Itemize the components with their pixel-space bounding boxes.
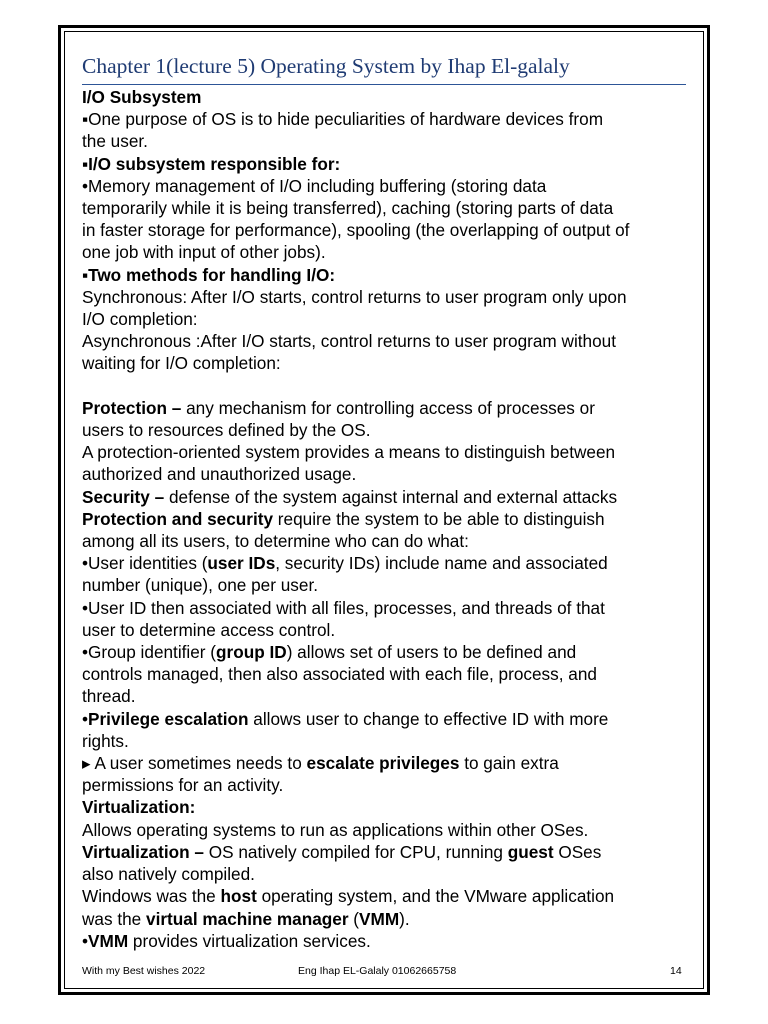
text-line: users to resources defined by the OS.	[82, 420, 371, 441]
text-line-protection: Protection – any mechanism for controlling access of processes or	[82, 397, 595, 418]
text-line-security: Security – defense of the system against internal and external attacks	[82, 486, 618, 507]
text-line-vmm: was the virtual machine manager (VMM).	[82, 908, 410, 929]
text-line: ▪One purpose of OS is to hide peculiarities of hardware devices from	[82, 109, 604, 130]
text-line: also natively compiled.	[82, 864, 255, 885]
text-line: rights.	[82, 730, 129, 751]
text-line: •Memory management of I/O including buffering (storing data	[82, 175, 547, 196]
page-number: 14	[670, 965, 682, 977]
text-line-user-ids: •User identities (user IDs, security IDs) include name and associated	[82, 553, 608, 574]
text-line: user to determine access control.	[82, 619, 336, 640]
text-line: •User ID then associated with all files, processes, and threads of that	[82, 597, 605, 618]
text-line: in faster storage for performance), spooling (the overlapping of output of	[82, 220, 630, 241]
section-heading-io-subsystem: I/O Subsystem	[82, 87, 202, 107]
footer-left-text: With my Best wishes 2022	[82, 965, 206, 977]
text-line: waiting for I/O completion:	[82, 353, 281, 374]
text-line: authorized and unauthorized usage.	[82, 464, 357, 485]
text-line: Allows operating systems to run as applications within other OSes.	[82, 819, 589, 840]
text-line: among all its users, to determine who can do what:	[82, 531, 469, 552]
text-line-virtualization: Virtualization – OS natively compiled for CPU, running guest OSes	[82, 841, 602, 862]
section-heading-virtualization: Virtualization:	[82, 797, 196, 818]
subheading-io-methods: ▪Two methods for handling I/O:	[82, 264, 336, 285]
text-line: Asynchronous :After I/O starts, control returns to user program without	[82, 331, 616, 352]
text-line-privilege-escalation: •Privilege escalation allows user to change to effective ID with more	[82, 708, 609, 729]
text-line: the user.	[82, 131, 148, 152]
page-header-title: Chapter 1(lecture 5) Operating System by Ihap El-galaly	[82, 54, 570, 78]
text-line: controls managed, then also associated with each file, process, and	[82, 664, 597, 685]
text-line: permissions for an activity.	[82, 775, 284, 796]
header-divider	[82, 84, 686, 85]
text-line-vmm-services: •VMM provides virtualization services.	[82, 930, 371, 951]
text-line-host: Windows was the host operating system, and the VMware application	[82, 886, 615, 907]
text-line: A protection-oriented system provides a means to distinguish between	[82, 442, 616, 463]
text-line: temporarily while it is being transferred), caching (storing parts of data	[82, 198, 614, 219]
text-line-group-id: •Group identifier (group ID) allows set of users to be defined and	[82, 642, 577, 663]
text-line: thread.	[82, 686, 136, 707]
paragraph-gap	[82, 375, 690, 397]
text-line: I/O completion:	[82, 309, 198, 330]
subheading-io-responsible: ▪I/O subsystem responsible for:	[82, 153, 341, 174]
document-body	[82, 86, 690, 952]
text-line-protection-security: Protection and security require the system to be able to distinguish	[82, 508, 605, 529]
text-line: one job with input of other jobs).	[82, 242, 326, 263]
text-line: number (unique), one per user.	[82, 575, 318, 596]
text-line: Synchronous: After I/O starts, control returns to user program only upon	[82, 286, 627, 307]
text-line-escalate-privileges: ▸ A user sometimes needs to escalate privileges to gain extra	[82, 753, 559, 774]
footer-author-contact: Eng Ihap EL-Galaly 01062665758	[298, 965, 457, 977]
